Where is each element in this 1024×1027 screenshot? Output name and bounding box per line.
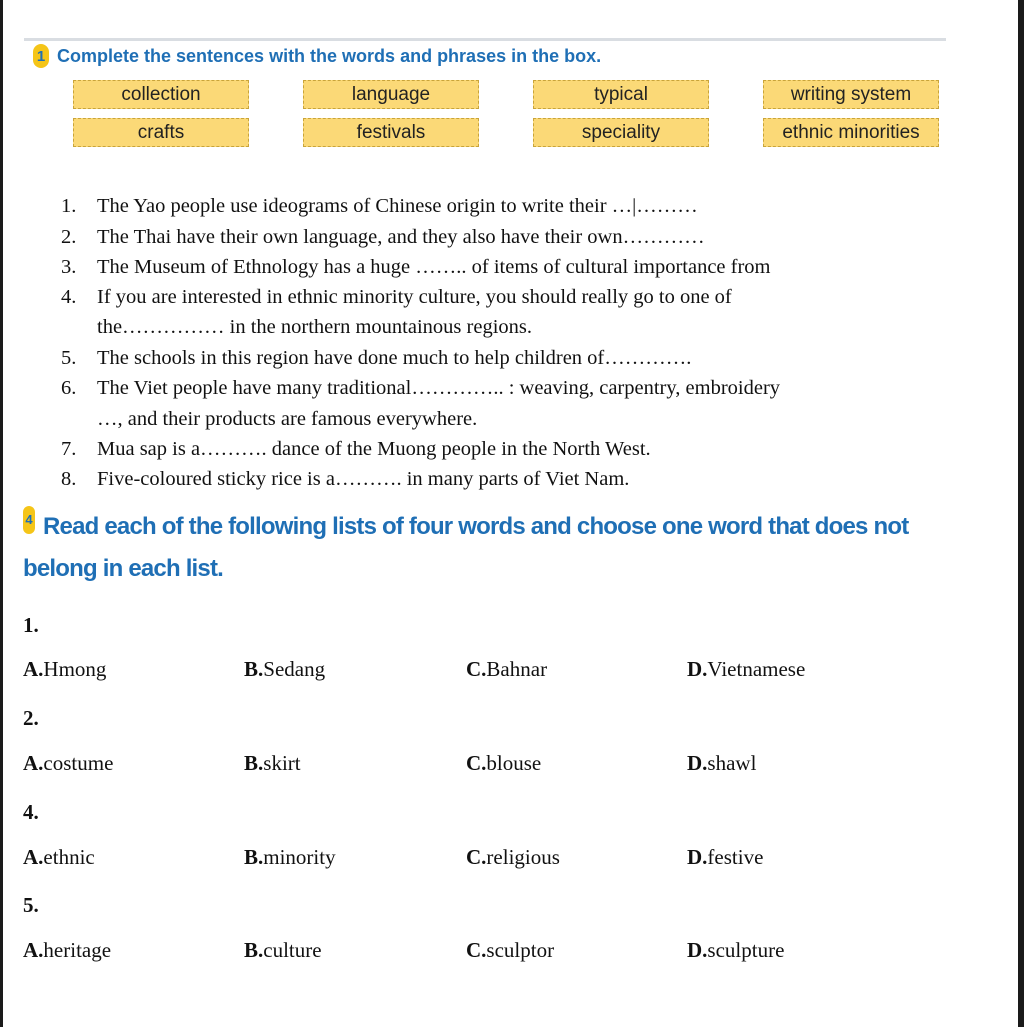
sentence-number: 4.	[61, 286, 77, 308]
option-letter: B.	[244, 845, 264, 869]
option	[23, 657, 106, 682]
option-text: shawl	[707, 751, 757, 775]
option-letter: A.	[23, 751, 44, 775]
sentence-number: 2.	[61, 226, 77, 248]
option	[466, 751, 541, 776]
option-text: skirt	[263, 751, 301, 775]
option-letter: C.	[466, 845, 487, 869]
sentence-number: 7.	[61, 438, 77, 460]
option-text: religious	[486, 845, 560, 869]
sentence-item	[61, 346, 692, 370]
option	[244, 845, 336, 870]
sentence-item	[61, 225, 705, 249]
exercise2-number-badge: 4	[23, 506, 35, 534]
right-frame-edge	[1018, 0, 1024, 1027]
option	[466, 657, 547, 682]
question-number: 1.	[23, 613, 39, 637]
option-text: Hmong	[43, 657, 107, 681]
option-text: sculptor	[486, 938, 555, 962]
option-letter: D.	[687, 751, 708, 775]
option	[244, 938, 322, 963]
option-letter: A.	[23, 657, 44, 681]
option-text: blouse	[486, 751, 542, 775]
option-letter: A.	[23, 938, 44, 962]
sentence-item	[61, 285, 732, 309]
word-chip: ethnic minorities	[763, 118, 939, 147]
option-letter: B.	[244, 657, 264, 681]
option	[23, 938, 111, 963]
sentence-number: 1.	[61, 195, 77, 217]
question-number: 2.	[23, 706, 39, 730]
sentence-text: The Yao people use ideograms of Chinese origin to write their …|………	[97, 195, 698, 217]
word-chip: language	[303, 80, 479, 109]
option	[687, 938, 784, 963]
sentence-item	[61, 376, 781, 400]
sentence-text: The Thai have their own language, and they also have their own…………	[97, 226, 705, 248]
word-chip: festivals	[303, 118, 479, 147]
word-chip: writing system	[763, 80, 939, 109]
question-number: 4.	[23, 800, 39, 824]
sentence-number: 3.	[61, 256, 77, 278]
sentence-item	[61, 467, 630, 491]
option	[23, 751, 113, 776]
word-chip: speciality	[533, 118, 709, 147]
option-letter: C.	[466, 751, 487, 775]
exercise2-header	[23, 506, 948, 590]
left-frame-edge	[0, 0, 3, 1027]
option	[687, 657, 805, 682]
option	[244, 751, 301, 776]
sentence-text: Mua sap is a………. dance of the Muong people in the North West.	[97, 438, 651, 460]
question-number: 5.	[23, 893, 39, 917]
option-text: minority	[263, 845, 336, 869]
option-text: ethnic	[43, 845, 95, 869]
option-text: costume	[43, 751, 114, 775]
option-letter: B.	[244, 938, 264, 962]
word-chip: typical	[533, 80, 709, 109]
sentence-text: If you are interested in ethnic minority culture, you should really go to one of	[97, 286, 732, 308]
sentence-text: the…………… in the northern mountainous regions.	[97, 316, 532, 338]
sentence-text: Five-coloured sticky rice is a………. in many parts of Viet Nam.	[97, 468, 630, 490]
sentence-continuation	[97, 315, 532, 339]
option	[466, 938, 554, 963]
exercise1-title: Complete the sentences with the words and phrases in the box.	[57, 45, 602, 66]
option-letter: D.	[687, 845, 708, 869]
sentence-item	[61, 437, 651, 461]
option-letter: C.	[466, 938, 487, 962]
sentence-item	[61, 255, 771, 279]
option	[687, 751, 756, 776]
sentence-number: 8.	[61, 468, 77, 490]
word-chip: crafts	[73, 118, 249, 147]
sentence-text: The Museum of Ethnology has a huge …….. of items of cultural importance from	[97, 256, 771, 278]
option-letter: D.	[687, 938, 708, 962]
exercise1-number-badge: 1	[33, 44, 49, 68]
option-text: Sedang	[263, 657, 326, 681]
sentence-text: …, and their products are famous everywhere.	[97, 408, 478, 430]
option-letter: D.	[687, 657, 708, 681]
option	[23, 845, 95, 870]
option-text: Bahnar	[486, 657, 548, 681]
option-text: heritage	[43, 938, 112, 962]
option	[687, 845, 763, 870]
sentence-text: The schools in this region have done much to help children of………….	[97, 347, 692, 369]
option-text: festive	[707, 845, 764, 869]
option-text: Vietnamese	[707, 657, 806, 681]
sentence-continuation	[97, 407, 477, 431]
option-letter: B.	[244, 751, 264, 775]
option-letter: A.	[23, 845, 44, 869]
sentence-number: 6.	[61, 377, 77, 399]
option-text: sculpture	[707, 938, 785, 962]
option	[244, 657, 325, 682]
option-letter: C.	[466, 657, 487, 681]
top-divider	[24, 38, 946, 41]
option	[466, 845, 560, 870]
exercise1-header	[33, 44, 601, 68]
sentence-item	[61, 194, 698, 218]
option-text: culture	[263, 938, 322, 962]
sentence-text: The Viet people have many traditional………….. : weaving, carpentry, embroidery	[97, 377, 781, 399]
sentence-number: 5.	[61, 347, 77, 369]
word-chip: collection	[73, 80, 249, 109]
exercise2-title: Read each of the following lists of four words and choose one word that does not belong in each list.	[23, 513, 909, 582]
